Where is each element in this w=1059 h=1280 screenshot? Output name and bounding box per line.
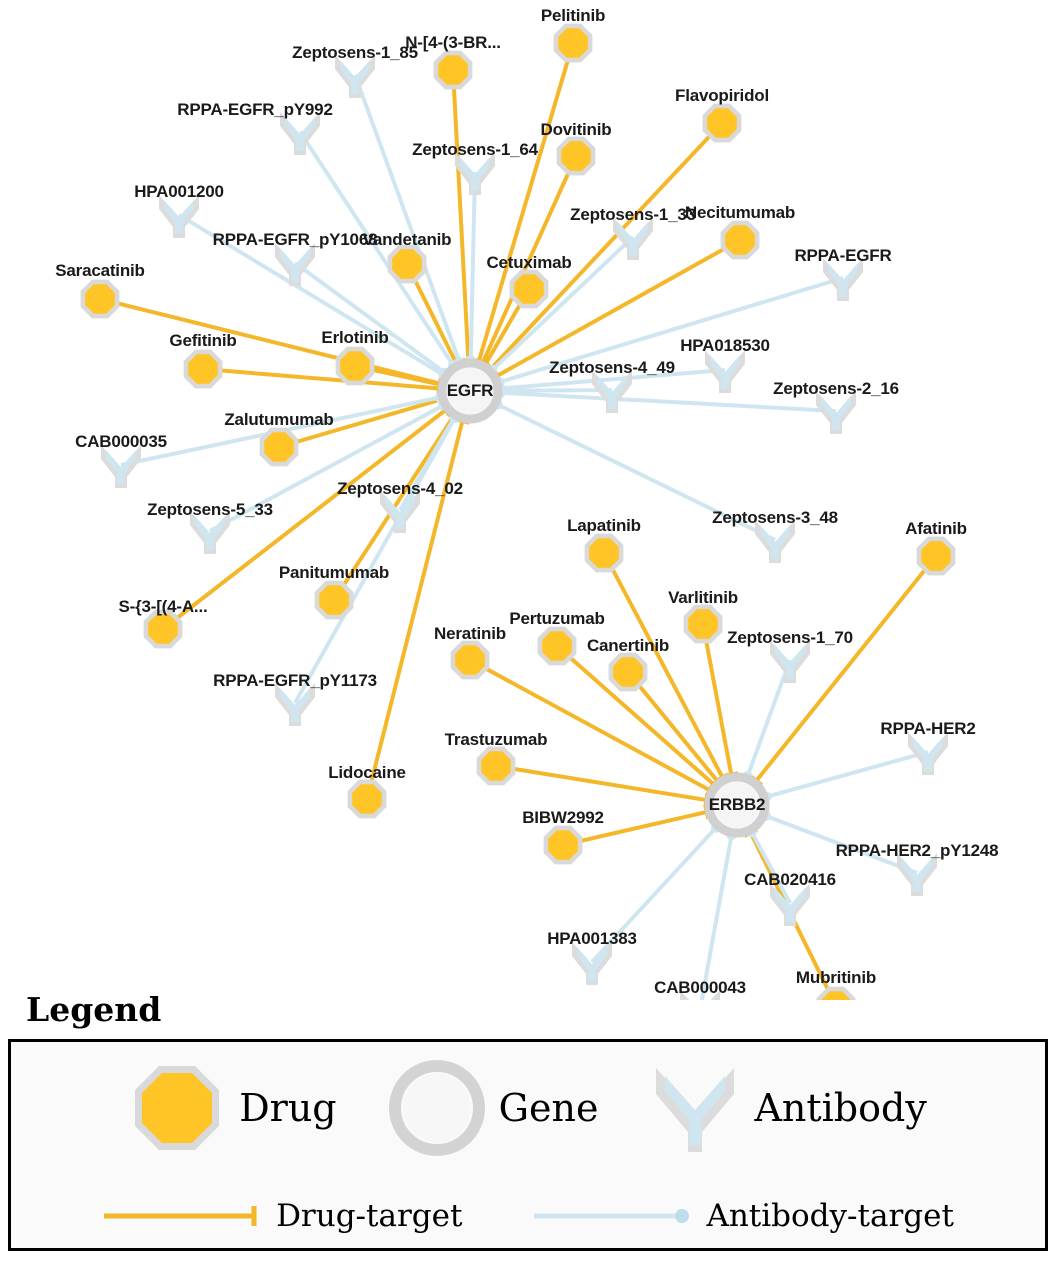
edge xyxy=(203,369,439,388)
antibody-node-label: CAB020416 xyxy=(744,870,836,889)
antibody-node-label: CAB000035 xyxy=(75,432,167,451)
drug-node[interactable] xyxy=(561,141,591,171)
drug-node-label: S-{3-[(4-A... xyxy=(118,597,208,616)
legend-label-antibody: Antibody xyxy=(754,1086,927,1130)
antibody-node-label: Zeptosens-2_16 xyxy=(773,379,899,398)
drug-node[interactable] xyxy=(688,609,718,639)
antibody-icon xyxy=(650,1060,740,1156)
drug-node-label: Saracatinib xyxy=(55,261,145,280)
antibody-node-label: Zeptosens-1_33 xyxy=(570,205,696,224)
drug-target-edge-icon xyxy=(102,1203,262,1229)
drug-icon xyxy=(129,1060,225,1156)
antibody-node-label: RPPA-EGFR_pY1068 xyxy=(212,230,378,249)
drug-node-label: Trastuzumab xyxy=(444,730,548,749)
antibody-node-label: Zeptosens-1_64 xyxy=(412,140,538,159)
legend-label-antibody-target: Antibody-target xyxy=(706,1198,954,1234)
drug-node[interactable] xyxy=(921,541,951,571)
legend-label-drug-target: Drug-target xyxy=(276,1198,463,1234)
legend-item-antibody-target xyxy=(532,1198,953,1234)
drug-node-label: Neratinib xyxy=(434,624,506,643)
antibody-node-label: Zeptosens-1_70 xyxy=(727,628,853,647)
edge xyxy=(471,172,475,360)
legend-item-drug xyxy=(129,1060,336,1156)
drug-node-label: Necitumumab xyxy=(684,203,796,222)
drug-node-label: Pelitinib xyxy=(540,6,606,25)
drug-node[interactable] xyxy=(85,284,115,314)
drug-node-label: Afatinib xyxy=(905,519,967,538)
drug-node[interactable] xyxy=(319,585,349,615)
antibody-node-label: RPPA-EGFR_pY992 xyxy=(177,100,333,119)
edge xyxy=(628,672,717,781)
drug-node[interactable] xyxy=(725,225,755,255)
drug-node[interactable] xyxy=(558,28,588,58)
antibody-target-edge-icon xyxy=(532,1203,692,1229)
drug-node[interactable] xyxy=(352,784,382,814)
antibody-node-label: RPPA-HER2_pY1248 xyxy=(835,841,999,860)
drug-node-label: Erlotinib xyxy=(321,328,389,347)
drug-node-label: Pertuzumab xyxy=(509,609,605,628)
antibody-node-label: Zeptosens-3_48 xyxy=(712,508,838,527)
antibody-node-label: HPA001383 xyxy=(547,929,637,948)
drug-node[interactable] xyxy=(514,274,544,304)
gene-icon xyxy=(389,1060,485,1156)
gene-node-label: EGFR xyxy=(446,381,494,400)
drug-node-label: Vandetanib xyxy=(362,230,452,249)
drug-node[interactable] xyxy=(481,751,511,781)
drug-node-label: Gefitinib xyxy=(169,331,237,350)
antibody-node-label: CAB000043 xyxy=(654,978,746,997)
drug-node-label: Lidocaine xyxy=(328,763,406,782)
drug-node[interactable] xyxy=(392,249,422,279)
legend-title: Legend xyxy=(26,990,162,1029)
drug-node-label: Dovitinib xyxy=(540,120,612,139)
legend-item-drug-target xyxy=(102,1198,462,1234)
antibody-node-label: Zeptosens-5_33 xyxy=(147,500,273,519)
drug-node[interactable] xyxy=(148,614,178,644)
drug-node-label: Varlitinib xyxy=(668,588,738,607)
drug-node[interactable] xyxy=(542,631,572,661)
antibody-node-label: HPA018530 xyxy=(680,336,770,355)
drug-node[interactable] xyxy=(340,351,370,381)
drug-node[interactable] xyxy=(589,538,619,568)
drug-node-label: Zalutumumab xyxy=(224,410,334,429)
drug-node[interactable] xyxy=(548,830,578,860)
edge xyxy=(748,660,790,776)
edge xyxy=(453,70,468,360)
legend-item-antibody xyxy=(650,1060,926,1156)
drug-node-label: Mubritinib xyxy=(795,968,877,987)
legend-node-row xyxy=(11,1060,1045,1156)
drug-node-label: Panitumumab xyxy=(278,563,390,582)
drug-node-label: Lapatinib xyxy=(567,516,641,535)
legend xyxy=(8,990,1048,1251)
antibody-node-label: RPPA-EGFR xyxy=(794,246,892,265)
antibody-node-label: RPPA-EGFR_pY1173 xyxy=(213,671,377,690)
drug-node-label: Cetuximab xyxy=(486,253,572,272)
legend-label-gene: Gene xyxy=(498,1086,599,1130)
legend-edge-row xyxy=(11,1198,1045,1234)
legend-box xyxy=(8,1039,1048,1251)
legend-label-drug: Drug xyxy=(239,1086,337,1130)
drug-node-label: BIBW2992 xyxy=(522,808,604,827)
antibody-node-label: Zeptosens-4_49 xyxy=(549,358,675,377)
edge xyxy=(767,752,928,797)
edge xyxy=(479,43,573,361)
edge xyxy=(501,390,612,391)
antibody-node-label: Zeptosens-1_85 xyxy=(292,43,418,62)
drug-node[interactable] xyxy=(264,432,294,462)
drug-node[interactable] xyxy=(707,108,737,138)
drug-node-label: N-[4-(3-BR... xyxy=(405,33,501,52)
antibody-node-label: RPPA-HER2 xyxy=(880,719,976,738)
edge xyxy=(295,418,455,703)
antibody-node-label: HPA001200 xyxy=(134,182,224,201)
drug-node-label: Canertinib xyxy=(586,636,670,655)
drug-node[interactable] xyxy=(613,657,643,687)
legend-item-gene xyxy=(389,1060,599,1156)
drug-node[interactable] xyxy=(438,55,468,85)
drug-node[interactable] xyxy=(188,354,218,384)
drug-node[interactable] xyxy=(455,645,485,675)
gene-node-label: ERBB2 xyxy=(708,795,766,814)
antibody-node-label: Zeptosens-4_02 xyxy=(337,479,463,498)
edge xyxy=(700,836,731,1000)
drug-node-label: Flavopiridol xyxy=(675,86,769,105)
